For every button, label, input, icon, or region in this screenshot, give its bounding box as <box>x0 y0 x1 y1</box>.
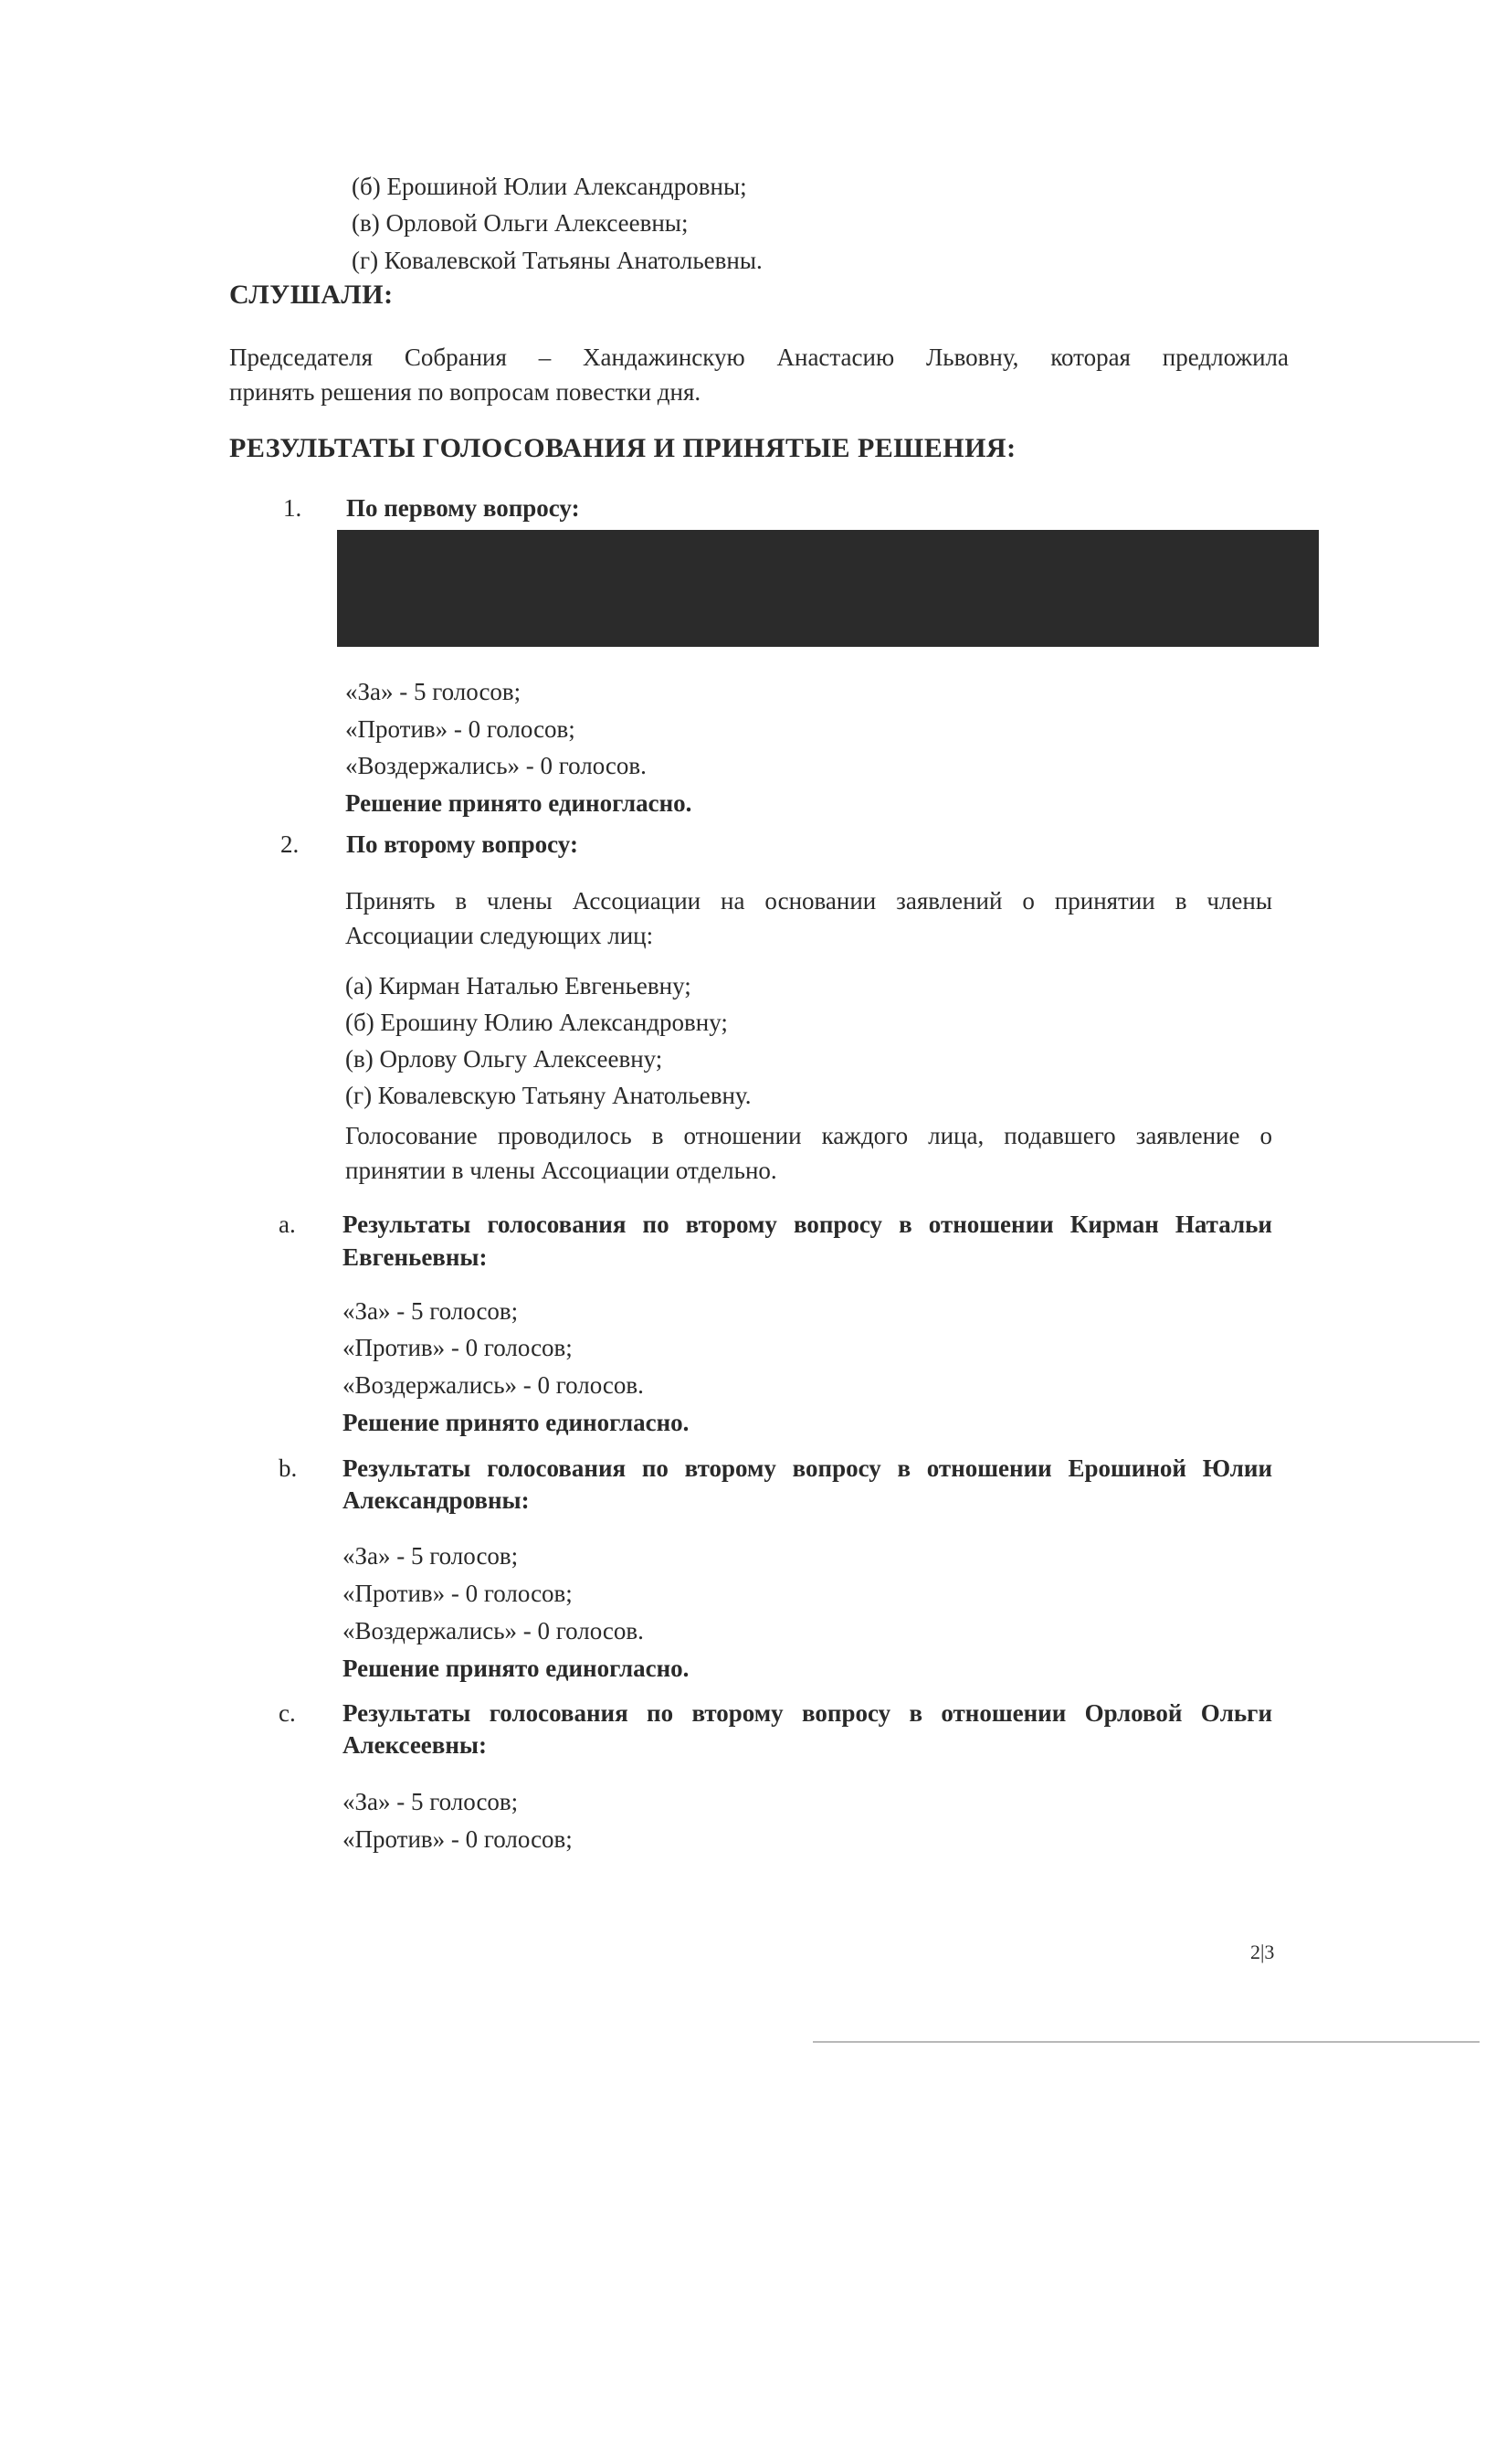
results-heading: РЕЗУЛЬТАТЫ ГОЛОСОВАНИЯ И ПРИНЯТЫЕ РЕШЕНИЯ: <box>229 433 1017 463</box>
decision-line: Решение принято единогласно. <box>345 789 692 817</box>
sub-c-letter: c. <box>279 1699 296 1727</box>
attendee-line: (б) Ерошиной Юлии Александровны; <box>352 173 747 200</box>
q2-text-line: Ассоциации следующих лиц: <box>345 922 654 949</box>
vote-line: «Против» - 0 голосов; <box>342 1334 573 1361</box>
page-number: 2|3 <box>1250 1941 1275 1963</box>
q2-title: По второму вопросу: <box>346 830 578 858</box>
sub-b-title-line: Результаты голосования по второму вопросу в отношении Ерошиной Юлии <box>342 1454 1272 1482</box>
vote-line: «За» - 5 голосов; <box>342 1788 519 1815</box>
q2-number: 2. <box>280 830 300 858</box>
vote-line: «За» - 5 голосов; <box>342 1297 519 1325</box>
q2-text-line: Принять в члены Ассоциации на основании заявлений о принятии в члены <box>345 887 1272 915</box>
person-line: (б) Ерошину Юлию Александровну; <box>345 1009 728 1036</box>
q2-note-line: принятии в члены Ассоциации отдельно. <box>345 1157 777 1184</box>
q2-note-line: Голосование проводилось в отношении каждого лица, подавшего заявление о <box>345 1122 1272 1149</box>
heard-text-line: Председателя Собрания – Хандажинскую Анастасию Львовну, которая предложила <box>229 344 1289 371</box>
sub-c-title-line: Алексеевны: <box>342 1731 488 1759</box>
vote-line: «Воздержались» - 0 голосов. <box>342 1371 644 1399</box>
sub-a-letter: a. <box>279 1211 296 1238</box>
sub-a-title-line: Результаты голосования по второму вопросу в отношении Кирман Натальи <box>342 1211 1272 1238</box>
vote-line: «Воздержались» - 0 голосов. <box>345 752 647 779</box>
q1-title: По первому вопросу: <box>346 494 580 522</box>
vote-line: «Воздержались» - 0 голосов. <box>342 1617 644 1644</box>
heard-heading: СЛУШАЛИ: <box>229 280 394 310</box>
person-line: (г) Ковалевскую Татьяну Анатольевну. <box>345 1082 752 1109</box>
sub-c-title-line: Результаты голосования по второму вопросу в отношении Орловой Ольги <box>342 1699 1272 1727</box>
heard-text-line: принять решения по вопросам повестки дня. <box>229 378 701 406</box>
redaction-block <box>337 530 1319 647</box>
decision-line: Решение принято единогласно. <box>342 1409 690 1436</box>
vote-line: «Против» - 0 голосов; <box>342 1825 573 1853</box>
q1-number: 1. <box>283 494 302 522</box>
vote-line: «Против» - 0 голосов; <box>342 1580 573 1607</box>
attendee-line: (в) Орловой Ольги Алексеевны; <box>352 209 689 237</box>
vote-line: «Против» - 0 голосов; <box>345 715 575 743</box>
person-line: (в) Орлову Ольгу Алексеевну; <box>345 1045 663 1073</box>
attendee-line: (г) Ковалевской Татьяны Анатольевны. <box>352 247 763 274</box>
footer-divider <box>813 2041 1480 2043</box>
sub-b-title-line: Александровны: <box>342 1486 530 1514</box>
sub-b-letter: b. <box>279 1454 298 1482</box>
vote-line: «За» - 5 голосов; <box>345 678 521 705</box>
decision-line: Решение принято единогласно. <box>342 1655 690 1682</box>
vote-line: «За» - 5 голосов; <box>342 1542 519 1570</box>
person-line: (а) Кирман Наталью Евгеньевну; <box>345 972 691 999</box>
sub-a-title-line: Евгеньевны: <box>342 1243 488 1271</box>
